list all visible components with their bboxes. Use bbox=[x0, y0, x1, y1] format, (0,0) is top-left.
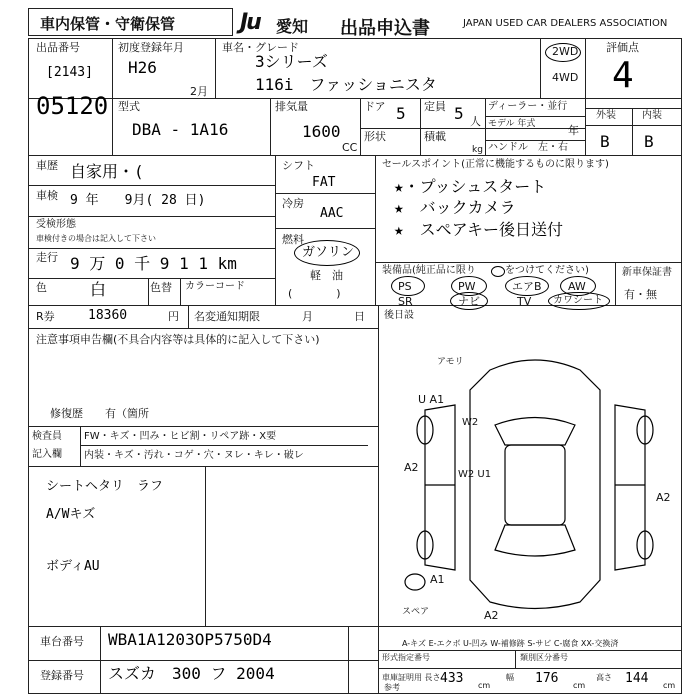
label-model-year: モデル 年式 bbox=[488, 119, 536, 129]
circle-2wd bbox=[545, 43, 581, 62]
car-right-side bbox=[615, 405, 645, 570]
doors-value: 5 bbox=[396, 104, 406, 123]
label-yen: 円 bbox=[168, 310, 179, 323]
insp-row-2: 内装・キズ・汚れ・コゲ・穴・ヌレ・キレ・破レ bbox=[84, 450, 304, 461]
exterior-value: B bbox=[600, 132, 610, 151]
storage-text: 車内保管・守衛保管 bbox=[40, 15, 176, 33]
label-color: 色 bbox=[36, 281, 47, 294]
label-cm-2: cm bbox=[573, 681, 586, 690]
label-reception: 受検形態 bbox=[36, 219, 76, 230]
label-chassis-no: 車台番号 bbox=[40, 635, 84, 648]
mileage-value: 9 万 0 千 9 1 1 km bbox=[70, 254, 237, 273]
sales-3: ★ スペアキー後日送付 bbox=[394, 220, 563, 239]
fuel-diesel: 軽 油 bbox=[310, 269, 343, 282]
inspection-value: 9 年 9月( 28 日) bbox=[70, 193, 206, 208]
note-1: シートヘタリ ラフ bbox=[46, 479, 164, 494]
label-color-change: 色替 bbox=[150, 281, 172, 294]
fuel-circle bbox=[294, 240, 360, 266]
label-4wd: 4WD bbox=[552, 71, 579, 84]
label-displacement: 排気量 bbox=[275, 100, 308, 113]
mark-6: A2 bbox=[656, 491, 671, 504]
color-value: 白 bbox=[90, 280, 107, 299]
first-reg-month: 2月 bbox=[190, 85, 208, 98]
note-3: ボディAU bbox=[46, 559, 100, 574]
mark-7: A1 bbox=[430, 573, 445, 586]
label-month: 月 bbox=[302, 310, 313, 323]
label-capacity: 定員 bbox=[424, 100, 446, 113]
eq-pw: PW bbox=[458, 280, 476, 293]
label-model-code: 型式 bbox=[118, 100, 140, 113]
label-load: 積載 bbox=[424, 130, 446, 143]
label-interior: 内装 bbox=[642, 110, 662, 121]
eq-ps: PS bbox=[398, 280, 412, 293]
shift-value: FAT bbox=[312, 175, 336, 190]
label-aircon: 冷房 bbox=[282, 197, 304, 210]
label-height: 高さ bbox=[596, 673, 612, 682]
label-model-grade: 車名・グレード bbox=[222, 41, 299, 54]
lot-small: [2143] bbox=[46, 65, 93, 80]
eq-ab-circle bbox=[505, 276, 549, 296]
label-kg: kg bbox=[472, 145, 483, 155]
label-handle: ハンドル 左・右 bbox=[488, 142, 568, 153]
eq-sr: SR bbox=[398, 295, 413, 308]
eq-navi: ナビ bbox=[458, 295, 480, 308]
eq-aw: AW bbox=[568, 280, 586, 293]
eq-navi-circle bbox=[450, 292, 488, 310]
label-repair-history: 修復歴 有（箇所 bbox=[50, 407, 149, 420]
label-entry-col: 記入欄 bbox=[32, 449, 62, 460]
mark-9: A2 bbox=[484, 609, 499, 622]
label-ref: 参考 bbox=[384, 683, 400, 692]
org-name: 愛知 bbox=[276, 17, 309, 36]
label-equipment-2: をつけてください) bbox=[505, 265, 589, 276]
label-reception-note: 車検付きの場合は記入して下さい bbox=[36, 234, 156, 243]
recycle-value: 18360 bbox=[88, 308, 128, 323]
note-2: A/Wキズ bbox=[46, 507, 96, 522]
fuel-paren: ( ) bbox=[288, 287, 341, 300]
label-exterior: 外装 bbox=[596, 110, 616, 121]
car-roof bbox=[505, 445, 565, 525]
eq-cowl-circle bbox=[548, 292, 610, 310]
label-2wd: 2WD bbox=[552, 45, 579, 58]
label-person: 人 bbox=[470, 115, 481, 128]
label-inspector: 検査員 bbox=[32, 431, 62, 442]
label-cm-1: cm bbox=[478, 681, 491, 690]
mark-4: A2 bbox=[404, 461, 419, 474]
ju-logo: Ju bbox=[240, 10, 260, 35]
label-cert-length: 車庫証明用 長さ bbox=[382, 673, 441, 682]
label-year-unit: 年 bbox=[568, 124, 579, 137]
eq-ps-circle bbox=[391, 276, 425, 296]
mark-2: U A1 bbox=[418, 393, 445, 406]
label-score: 評価点 bbox=[606, 41, 639, 54]
model-code-value: DBA - 1A16 bbox=[132, 120, 229, 139]
label-equipment: 装備品(純正品に限り bbox=[382, 265, 476, 276]
interior-value: B bbox=[644, 132, 654, 151]
grade: 116i ファッショニスタ bbox=[255, 75, 437, 94]
first-reg-era: H26 bbox=[128, 58, 157, 77]
label-rear-seat: 後日設 bbox=[384, 310, 414, 321]
sales-1: ★・プッシュスタート bbox=[394, 177, 547, 196]
label-shape: 形状 bbox=[364, 130, 386, 143]
legend: A-キズ E-エクボ U-凹み W-補修跡 S-サビ C-腐食 XX-交換済 bbox=[402, 639, 619, 648]
label-first-reg: 初度登録年月 bbox=[118, 41, 184, 54]
label-reg-no: 登録番号 bbox=[40, 669, 84, 682]
form-title: 出品申込書 bbox=[340, 18, 430, 39]
insp-row-1: FW・キズ・凹み・ヒビ割・リペア跡・X要 bbox=[84, 431, 277, 442]
equipment-circle-sample bbox=[491, 266, 505, 277]
width-value: 176 bbox=[535, 671, 559, 686]
fuel-value: ガソリン bbox=[302, 245, 355, 260]
label-class-no: 類別区分番号 bbox=[520, 653, 568, 662]
car-rear-window bbox=[495, 525, 575, 556]
label-recycle: R券 bbox=[36, 310, 55, 323]
length-value: 433 bbox=[440, 671, 464, 686]
label-color-code: カラーコード bbox=[185, 281, 245, 292]
mark-8: スペア bbox=[402, 607, 430, 617]
mark-5: W2 U1 bbox=[458, 469, 492, 480]
lot-number: 05120 bbox=[36, 92, 109, 120]
warranty-yn: 有・無 bbox=[624, 288, 657, 301]
height-value: 144 bbox=[625, 671, 649, 686]
label-cc: CC bbox=[342, 141, 358, 154]
eq-ab: エアB bbox=[512, 280, 542, 293]
history-value: 自家用・( bbox=[70, 162, 144, 181]
label-doors: ドア bbox=[364, 100, 386, 113]
label-fuel: 燃料 bbox=[282, 233, 304, 246]
model-name: 3シリーズ bbox=[255, 52, 328, 71]
mark-1: アモリ bbox=[437, 357, 464, 367]
sales-2: ★ バックカメラ bbox=[394, 198, 516, 217]
label-day: 日 bbox=[354, 310, 365, 323]
label-cm-3: cm bbox=[663, 681, 676, 690]
label-form-no: 形式指定番号 bbox=[382, 653, 430, 662]
car-windshield bbox=[495, 418, 575, 446]
displacement-value: 1600 bbox=[302, 122, 341, 141]
label-new-warranty: 新車保証書 bbox=[622, 267, 672, 278]
label-lot-no: 出品番号 bbox=[36, 41, 80, 54]
label-inspection: 車検 bbox=[36, 189, 58, 202]
chassis-no-value: WBA1A1203OP5750D4 bbox=[108, 630, 272, 649]
association-name: JAPAN USED CAR DEALERS ASSOCIATION bbox=[463, 18, 668, 29]
label-width: 幅 bbox=[506, 673, 514, 682]
reg-no-value: スズカ 300 フ 2004 bbox=[108, 664, 275, 683]
mark-3: W2 bbox=[462, 417, 479, 428]
capacity-value: 5 bbox=[454, 104, 464, 123]
label-history: 車歴 bbox=[36, 159, 58, 172]
score-value: 4 bbox=[612, 55, 634, 96]
eq-cowl: カワシート bbox=[553, 295, 603, 306]
car-outline bbox=[470, 360, 600, 609]
label-sales-point: セールスポイント(正常に機能するものに限ります) bbox=[382, 159, 609, 170]
spare-tire bbox=[405, 574, 425, 590]
label-mileage: 走行 bbox=[36, 251, 58, 264]
label-dealer: ディーラー・並行 bbox=[488, 101, 568, 112]
label-shift: シフト bbox=[282, 159, 315, 172]
car-left-side bbox=[425, 405, 455, 570]
label-name-change: 名変通知期限 bbox=[194, 310, 260, 323]
eq-tv: TV bbox=[517, 295, 532, 308]
aircon-value: AAC bbox=[320, 206, 344, 221]
label-notice: 注意事項申告欄(不具合内容等は具体的に記入して下さい) bbox=[36, 333, 320, 346]
